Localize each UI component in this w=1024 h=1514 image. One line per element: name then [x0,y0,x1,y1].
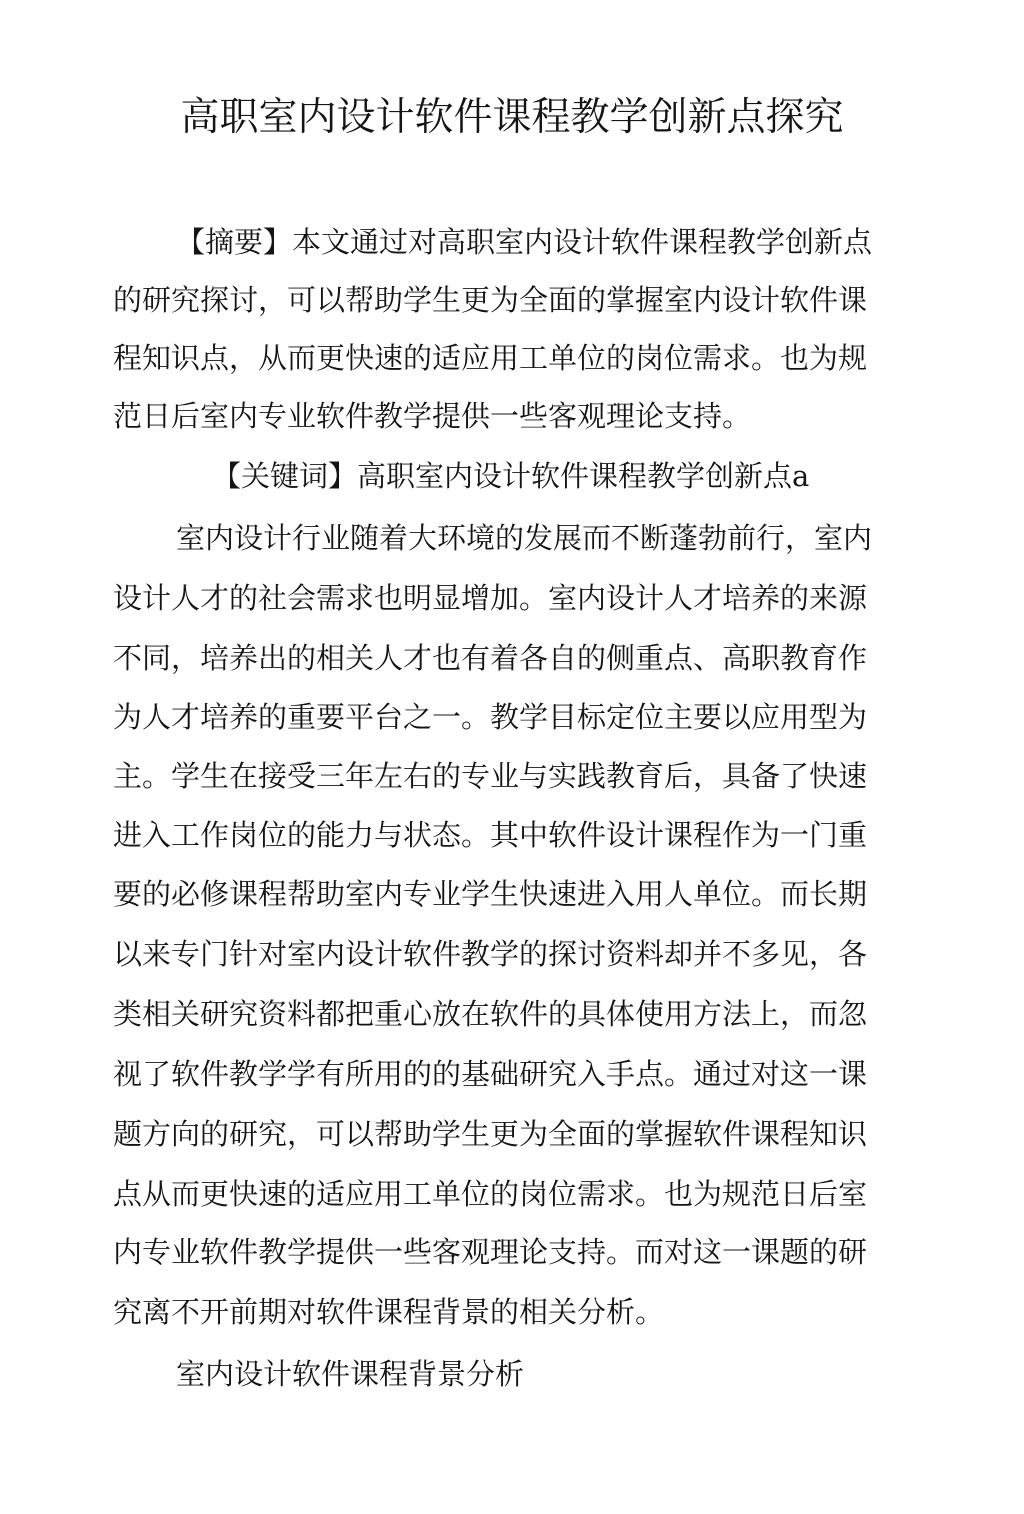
body-line: 以来专门针对室内设计软件教学的探讨资料却并不多见，各 [113,937,868,971]
body-line: 点从而更快速的适应用工单位的岗位需求。也为规范日后室 [113,1177,868,1211]
document-title: 高职室内设计软件课程教学创新点探究 [180,95,844,140]
body-line: 内专业软件教学提供一些客观理论支持。而对这一课题的研 [113,1235,868,1269]
body-line: 题方向的研究，可以帮助学生更为全面的掌握软件课程知识 [113,1117,868,1151]
body-line: 类相关研究资料都把重心放在软件的具体使用方法上，而忽 [113,997,868,1031]
body-line: 究离不开前期对软件课程背景的相关分析。 [113,1295,665,1329]
body-line: 进入工作岗位的能力与状态。其中软件设计课程作为一门重 [113,818,868,852]
body-line: 室内设计行业随着大环境的发展而不断蓬勃前行，室内 [176,521,873,555]
body-line: 要的必修课程帮助室内专业学生快速进入用人单位。而长期 [113,877,868,911]
keywords-line: 【关键词】高职室内设计软件课程教学创新点a [212,459,810,493]
body-line: 设计人才的社会需求也明显增加。室内设计人才培养的来源 [113,581,868,615]
abstract-line: 的研究探讨，可以帮助学生更为全面的掌握室内设计软件课 [113,283,868,317]
body-line: 不同，培养出的相关人才也有着各自的侧重点、高职教育作 [113,641,868,675]
section-heading: 室内设计软件课程背景分析 [176,1357,525,1391]
body-line: 视了软件教学学有所用的的基础研究入手点。通过对这一课 [113,1057,868,1091]
abstract-line: 程知识点，从而更快速的适应用工单位的岗位需求。也为规 [113,341,868,375]
abstract-line: 范日后室内专业软件教学提供一些客观理论支持。 [113,399,752,433]
abstract-line: 【摘要】本文通过对高职室内设计软件课程教学创新点 [176,225,873,259]
body-line: 主。学生在接受三年左右的专业与实践教育后，具备了快速 [113,759,868,793]
body-line: 为人才培养的重要平台之一。教学目标定位主要以应用型为 [113,700,868,734]
